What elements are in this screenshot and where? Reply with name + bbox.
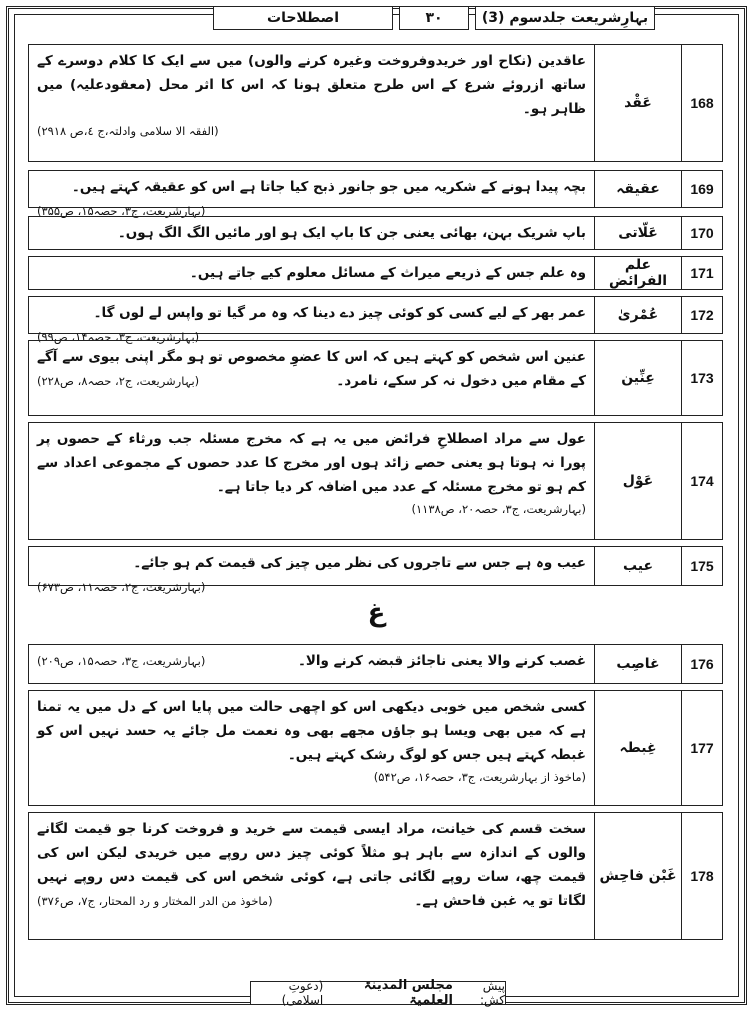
section-title: اصطلاحات — [213, 6, 393, 30]
entry-definition: کسی شخص میں خوبی دیکھی اس کو اچھی حالت میں پایا اس کے دل میں یہ تمنا ہے کہ میں بھی ویسا ہو جاؤں مجھے بھی وہ نعمت مل جائے یہ حسد نہیں اس کو غبطہ کہتے ہیں جس کو لوگ رشک کہتے ہیں۔ (ماخوذ از بہارشریعت، ج۳، حصہ۱۶، ص۵۴۲) — [29, 691, 594, 805]
entry-definition: عیب وہ ہے جس سے تاجروں کی نظر میں چیز کی قیمت کم ہو جائے۔ (بہارشریعت، ج۲، حصہ۱۱، ص۶۷۳) — [29, 547, 594, 585]
entry-number: 174 — [681, 423, 722, 539]
entry-term: عَوْل — [594, 423, 681, 539]
entry-definition: عول سے مراد اصطلاحِ فرائض میں یہ ہے کہ مخرج مسئلہ جب ورثاء کے حصوں پر پورا نہ ہوتا ہو یعنی حصے زائد ہوں اور مخرج کا عدد حصوں کے مجموعی اعداد سے کم ہو تو مخرج مسئلہ کے عدد میں اضافہ کر دیا جاتا ہے۔ (بہارشریعت، ج۳، حصہ۲۰، ص۱۱۳۸) — [29, 423, 594, 539]
entry-reference: (بہارشریعت، ج۳، حصہ۱۵، ص۲۰۹) — [37, 654, 206, 668]
entry-number: 173 — [681, 341, 722, 415]
page-header — [95, 6, 655, 32]
table-row — [28, 340, 723, 416]
entry-term: غَبْن فاحِش — [594, 813, 681, 939]
section-letter: غ — [367, 598, 386, 628]
entry-reference: (بہارشریعت، ج۳، حصہ۱۴، ص۹۹) — [37, 330, 200, 344]
table-row — [28, 546, 723, 594]
entry-term: عِنِّین — [594, 341, 681, 415]
entry-number: 168 — [681, 45, 722, 161]
table-row — [28, 44, 723, 162]
book-title: بہارِشریعت جلدسوم (3) — [475, 6, 655, 30]
entry-term: عُمْریٰ — [594, 297, 681, 333]
entry-definition: عنین اس شخص کو کہتے ہیں کہ اس کا عضوِ مخصوص تو ہو مگر اپنی بیوی سے آگے کے مقام میں دخول نہ کر سکے، نامرد۔ (بہارشریعت، ج۲، حصہ۸، ص۲۲۸) — [29, 341, 594, 415]
entry-definition: عاقدین (نکاح اور خریدوفروخت وغیرہ کرنے والوں) میں سے ایک کا کلام دوسرے کے ساتھ ازروئے شرع کے اس طرح متعلق ہونا کہ اس کا اثر محل (معقودعلیہ) میں ظاہر ہو۔ (الفقہ الا سلامی وادلتہ،ج ٤،ص ٢٩١٨) — [29, 45, 594, 161]
entry-number: 172 — [681, 297, 722, 333]
footer-prefix: پیش کش: — [479, 979, 505, 1007]
entry-definition: باپ شریک بہن، بھائی یعنی جن کا باپ ایک ہو اور مائیں الگ الگ ہوں۔ — [117, 225, 586, 241]
entry-reference: (بہارشریعت، ج۲، حصہ۸، ص۲۲۸) — [37, 374, 200, 388]
entry-definition: غصب کرنے والا یعنی ناجائز قبضہ کرنے والا۔ (بہارشریعت، ج۳، حصہ۱۵، ص۲۰۹) — [29, 645, 594, 683]
footer-sub: (دعوتِ اسلامی) — [281, 979, 324, 1007]
table-row — [28, 216, 723, 250]
entry-number: 177 — [681, 691, 722, 805]
entry-reference: (بہارشریعت، ج۳، حصہ۱۵، ص۳۵۵) — [37, 204, 206, 218]
table-row — [28, 170, 723, 218]
table-row — [28, 644, 723, 684]
page-footer — [250, 978, 506, 1008]
entry-reference: (ماخوذ من الدر المختار و رد المحتار، ج۷، ص۳۷۶) — [37, 894, 273, 908]
entry-number: 171 — [681, 257, 722, 289]
table-row — [28, 256, 723, 290]
table-row — [28, 422, 723, 540]
entry-number: 176 — [681, 645, 722, 683]
entry-definition: عمر بھر کے لیے کسی کو کوئی چیز دے دینا کہ وہ مر گیا تو واپس لے لوں گا۔ (بہارشریعت، ج۳، حصہ۱۴، ص۹۹) — [29, 297, 594, 333]
entry-term: عَلّاتی — [594, 217, 681, 249]
entry-term: عیب — [594, 547, 681, 585]
entry-term: عقیقہ — [594, 171, 681, 207]
entry-definition: وہ علم جس کے ذریعے میراث کے مسائل معلوم کیے جاتے ہیں۔ — [189, 265, 586, 281]
entry-number: 169 — [681, 171, 722, 207]
entry-reference: (بہارشریعت، ج۲، حصہ۱۱، ص۶۷۳) — [37, 580, 206, 594]
table-row — [28, 296, 723, 344]
entry-definition: سخت قسم کی خیانت، مراد ایسی قیمت سے خرید و فروخت کرنا جو قیمت لگانے والوں کے اندازہ سے باہر ہو مثلاً کوئی چیز دس روپے میں خریدی لیکن اس کی قیمت چھ، سات روپے لگائی جاتی ہے، کوئی شخص اس کی قیمت دس روپے نہیں لگاتا تو یہ غبن فاحش ہے۔ (ماخوذ من الدر المختار و رد المحتار، ج۷، ص۳۷۶) — [29, 813, 594, 939]
entry-number: 170 — [681, 217, 722, 249]
entry-reference: (ماخوذ از بہارشریعت، ج۳، حصہ۱۶، ص۵۴۲) — [373, 770, 586, 784]
entry-definition: بچہ پیدا ہونے کے شکریہ میں جو جانور ذبح کیا جاتا ہے اس کو عقیقہ کہتے ہیں۔ (بہارشریعت، ج۳، حصہ۱۵، ص۳۵۵) — [29, 171, 594, 207]
table-row — [28, 812, 723, 940]
entry-reference: (بہارشریعت، ج۳، حصہ۲۰، ص۱۱۳۸) — [411, 502, 586, 516]
entry-term: غِبطہ — [594, 691, 681, 805]
entry-term: غاصِب — [594, 645, 681, 683]
entry-term: علم الفرائض — [594, 257, 681, 289]
entry-number: 178 — [681, 813, 722, 939]
table-row — [28, 690, 723, 806]
entry-reference: (الفقہ الا سلامی وادلتہ،ج ٤،ص ٢٩١٨) — [37, 124, 219, 138]
entry-number: 175 — [681, 547, 722, 585]
entry-term: عَقْد — [594, 45, 681, 161]
page-number: ۳۰ — [399, 6, 469, 30]
footer-org: مجلس المدینۃ العلمیۃ — [363, 978, 453, 1008]
